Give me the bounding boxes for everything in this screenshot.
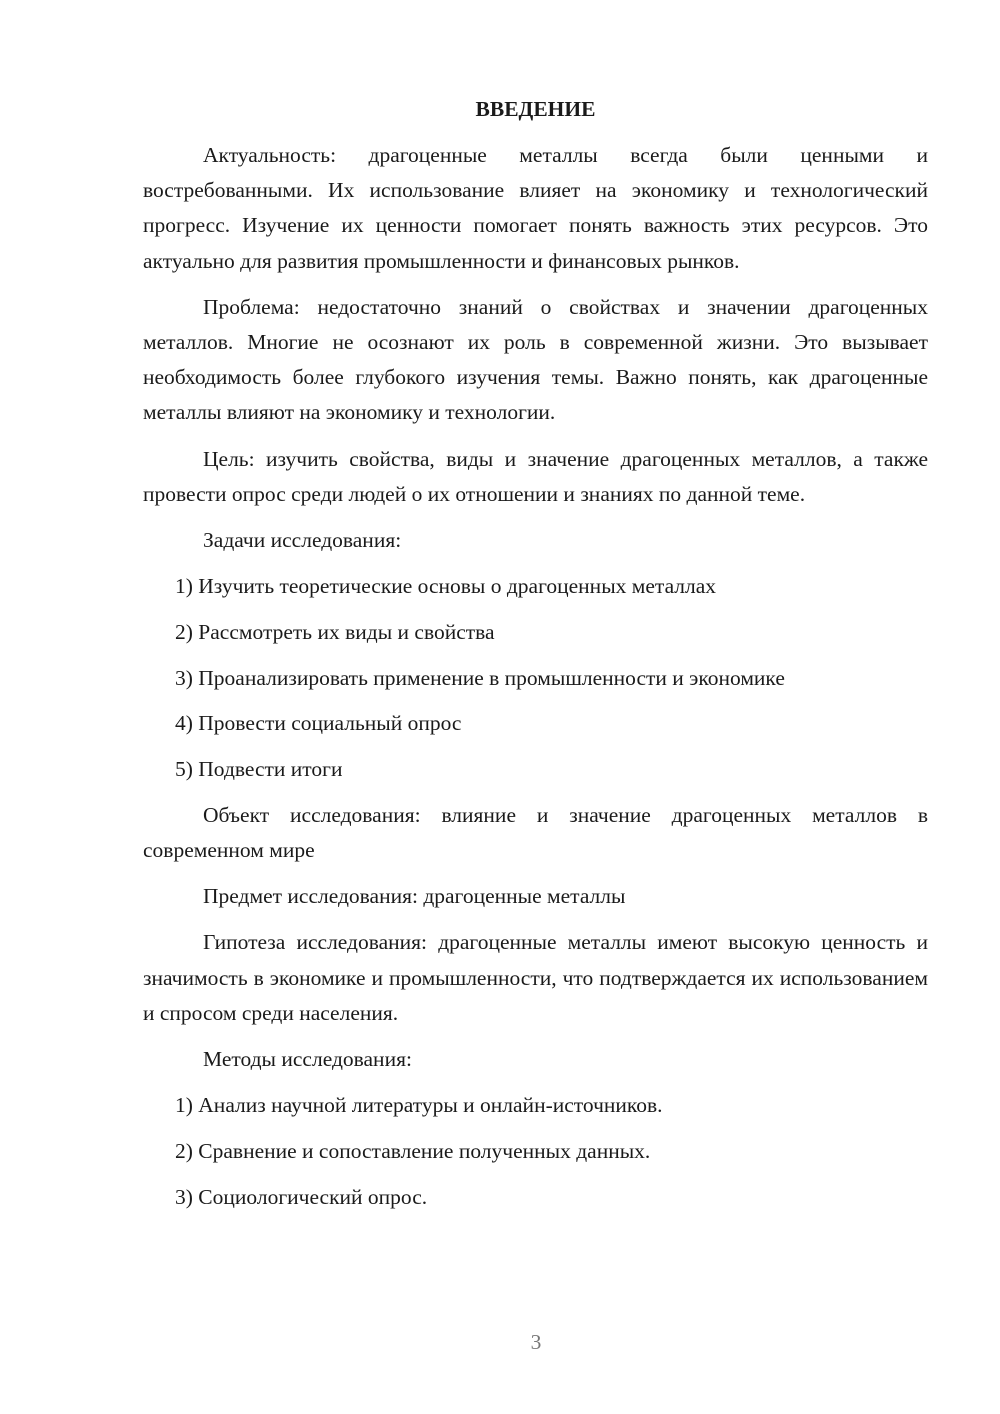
goal-paragraph: Цель: изучить свойства, виды и значение драгоценных металлов, а также провести опрос среди людей о их отношении и знаниях по данной теме. xyxy=(143,446,928,506)
page-number: 3 xyxy=(530,1330,542,1354)
list-item: 4) Провести социальный опрос xyxy=(175,711,462,736)
page-title: ВВЕДЕНИЕ xyxy=(475,97,596,121)
list-item: 1) Изучить теоретические основы о драгоценных металлах xyxy=(175,574,717,599)
subject-paragraph: Предмет исследования: драгоценные металлы xyxy=(203,884,626,909)
list-item: 3) Проанализировать применение в промышленности и экономике xyxy=(175,665,785,690)
tasks-list xyxy=(143,569,928,787)
methods-heading: Методы исследования: xyxy=(203,1046,412,1071)
list-item: 2) Рассмотреть их виды и свойства xyxy=(175,619,495,644)
problem-paragraph: Проблема: недостаточно знаний о свойствах и значении драгоценных металлов. Многие не осознают их роль в современной жизни. Это вызывает необходимость более глубокого изучения темы. Важно понять, как драгоценные металлы влияют на экономику и технологии. xyxy=(143,294,928,425)
list-item: 2) Сравнение и сопоставление полученных данных. xyxy=(175,1138,651,1163)
relevance-paragraph: Актуальность: драгоценные металлы всегда были ценными и востребованными. Их использование влияет на экономику и технологический прогресс. Изучение их ценности помогает понять важность этих ресурсов. Это актуально для развития промышленности и финансовых рынков. xyxy=(143,143,928,273)
tasks-heading: Задачи исследования: xyxy=(203,528,402,553)
page-content xyxy=(143,92,928,1225)
list-item: 3) Социологический опрос. xyxy=(175,1184,428,1209)
hypothesis-paragraph: Гипотеза исследования: драгоценные металлы имеют высокую ценность и значимость в экономике и промышленности, что подтверждается их использованием и спросом среди населения. xyxy=(143,930,928,1025)
list-item: 5) Подвести итоги xyxy=(175,757,343,782)
methods-list xyxy=(143,1088,928,1215)
object-paragraph: Объект исследования: влияние и значение драгоценных металлов в современном мире xyxy=(143,802,928,862)
list-item: 1) Анализ научной литературы и онлайн-источников. xyxy=(175,1093,663,1118)
